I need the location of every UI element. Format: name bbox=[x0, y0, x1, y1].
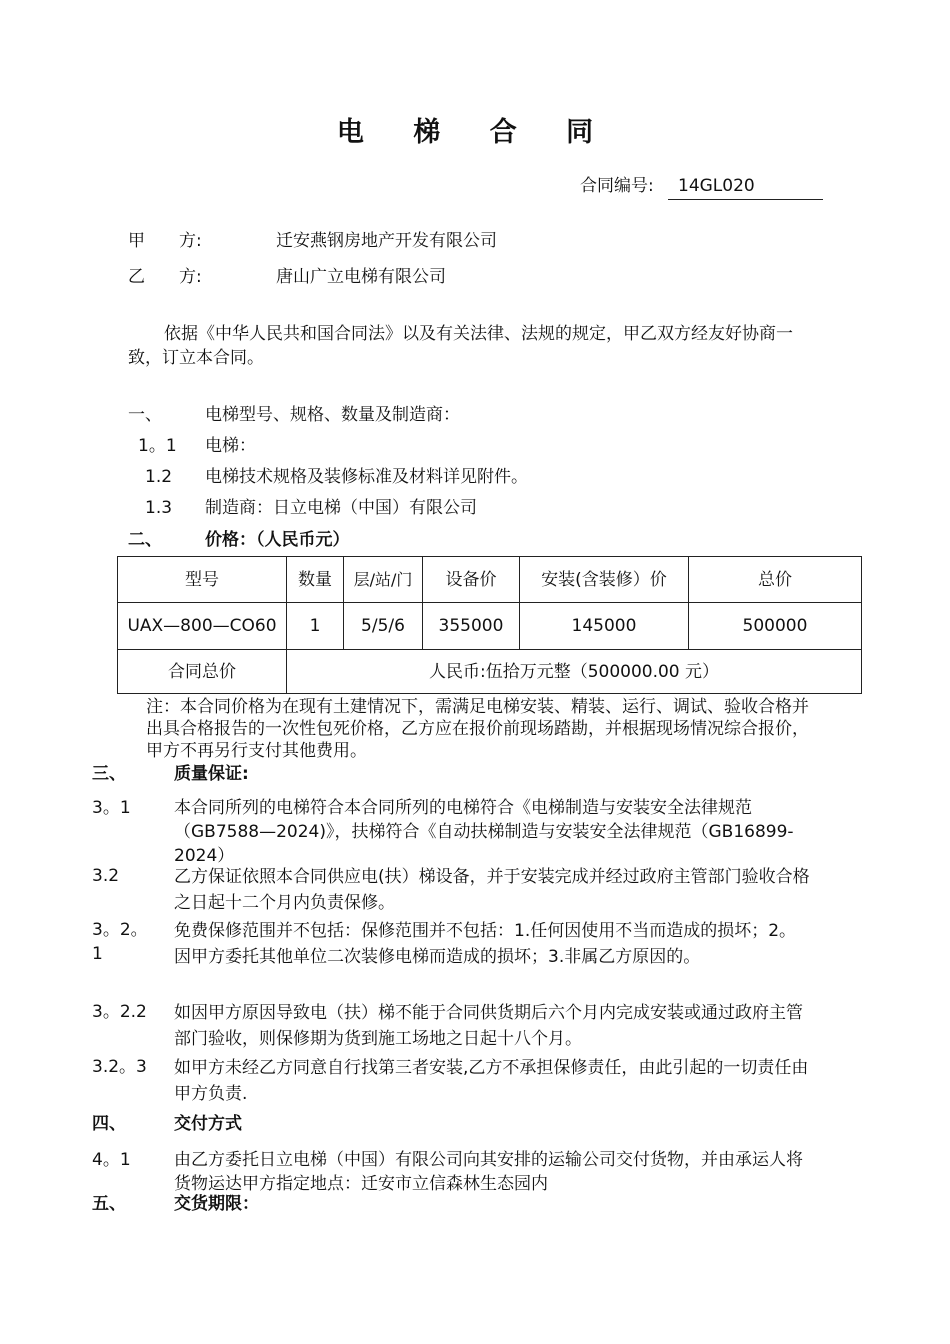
item-1-2-text: 电梯技术规格及装修标准及材料详见附件。 bbox=[205, 467, 528, 487]
cell-total-label: 合同总价 bbox=[118, 650, 287, 694]
section5-num: 五、 bbox=[92, 1194, 126, 1214]
cell-quantity: 1 bbox=[287, 603, 344, 650]
contract-no-value: 14GL020 bbox=[668, 176, 823, 200]
price-note: 注：本合同价格为在现有土建情况下，需满足电梯安装、精装、运行、调试、验收合格并出具合格报告的一次性包死价格，乙方应在报价前现场踏勘，并根据现场情况综合报价，甲方不再另行支付其他费用。 bbox=[146, 697, 809, 761]
cell-floors: 5/5/6 bbox=[344, 603, 423, 650]
section1-num: 一、 bbox=[128, 405, 162, 425]
section5-title: 交货期限： bbox=[174, 1194, 259, 1214]
item-3-1-num: 3。1 bbox=[92, 798, 131, 818]
item-3-2-num: 3.2 bbox=[92, 866, 120, 886]
item-1-1-num: 1。1 bbox=[138, 436, 177, 456]
section3-num: 三、 bbox=[92, 764, 126, 784]
section1-title: 电梯型号、规格、数量及制造商： bbox=[205, 405, 460, 425]
header-install-price: 安装(含装修）价 bbox=[520, 557, 689, 603]
price-table-total-row bbox=[118, 650, 862, 694]
item-3-2-3-num: 3.2。3 bbox=[92, 1057, 147, 1077]
cell-model: UAX—800—CO60 bbox=[118, 603, 287, 650]
price-table bbox=[117, 556, 862, 694]
item-3-2-2-num: 3。2.2 bbox=[92, 1002, 147, 1022]
price-table-data-row bbox=[118, 603, 862, 650]
preamble: 依据《中华人民共和国合同法》以及有关法律、法规的规定，甲乙双方经友好协商一致，订立本合同。 bbox=[128, 324, 793, 368]
item-4-1-text: 由乙方委托日立电梯（中国）有限公司向其安排的运输公司交付货物，并由承运人将货物运达甲方指定地点：迁安市立信森林生态园内 bbox=[174, 1150, 803, 1194]
cell-total-price: 500000 bbox=[689, 603, 862, 650]
header-model: 型号 bbox=[118, 557, 287, 603]
item-3-2-1-text: 免费保修范围并不包括：保修范围并不包括：1.任何因使用不当而造成的损坏；2。因甲方委托其他单位二次装修电梯而造成的损坏；3.非属乙方原因的。 bbox=[174, 921, 797, 967]
cell-equipment-price: 355000 bbox=[423, 603, 520, 650]
party-a-name: 迁安燕钢房地产开发有限公司 bbox=[276, 231, 497, 251]
party-b-name: 唐山广立电梯有限公司 bbox=[276, 267, 446, 287]
contract-no-label: 合同编号: bbox=[580, 176, 654, 196]
item-3-2-1-num: 3。2。1 bbox=[92, 920, 148, 964]
item-3-2-text: 乙方保证依照本合同供应电(扶）梯设备，并于安装完成并经过政府主管部门验收合格之日起十二个月内负责保修。 bbox=[174, 867, 810, 913]
item-1-2-num: 1.2 bbox=[145, 467, 173, 487]
party-b-label: 乙 方: bbox=[128, 267, 202, 287]
cell-total-value: 人民币:伍拾万元整（500000.00 元） bbox=[287, 650, 862, 694]
section2-num: 二、 bbox=[128, 530, 162, 550]
item-4-1-num: 4。1 bbox=[92, 1150, 131, 1170]
section2-title: 价格：（人民币元） bbox=[205, 530, 350, 550]
item-3-1-text: 本合同所列的电梯符合本合同所列的电梯符合《电梯制造与安装安全法律规范（GB7588—2024)》，扶梯符合《自动扶梯制造与安装安全法律规范（GB16899-2024） bbox=[174, 798, 794, 866]
section4-num: 四、 bbox=[92, 1114, 126, 1134]
item-1-1-text: 电梯： bbox=[205, 436, 256, 456]
item-3-2-3-text: 如甲方未经乙方同意自行找第三者安装,乙方不承担保修责任，由此引起的一切责任由甲方负责. bbox=[174, 1058, 809, 1104]
item-3-2-2-text: 如因甲方原因导致电（扶）梯不能于合同供货期后六个月内完成安装或通过政府主管部门验收，则保修期为货到施工场地之日起十八个月。 bbox=[174, 1003, 803, 1049]
party-a-label: 甲 方: bbox=[128, 231, 202, 251]
section4-title: 交付方式 bbox=[174, 1114, 242, 1134]
price-table-header-row bbox=[118, 557, 862, 603]
header-floors: 层/站/门 bbox=[344, 557, 423, 603]
item-1-3-num: 1.3 bbox=[145, 498, 173, 518]
header-quantity: 数量 bbox=[287, 557, 344, 603]
item-1-3-text: 制造商：日立电梯（中国）有限公司 bbox=[205, 498, 477, 518]
cell-install-price: 145000 bbox=[520, 603, 689, 650]
header-total-price: 总价 bbox=[689, 557, 862, 603]
header-equipment-price: 设备价 bbox=[423, 557, 520, 603]
section3-title: 质量保证: bbox=[174, 764, 249, 784]
page-title: 电 梯 合 同 bbox=[336, 117, 614, 148]
